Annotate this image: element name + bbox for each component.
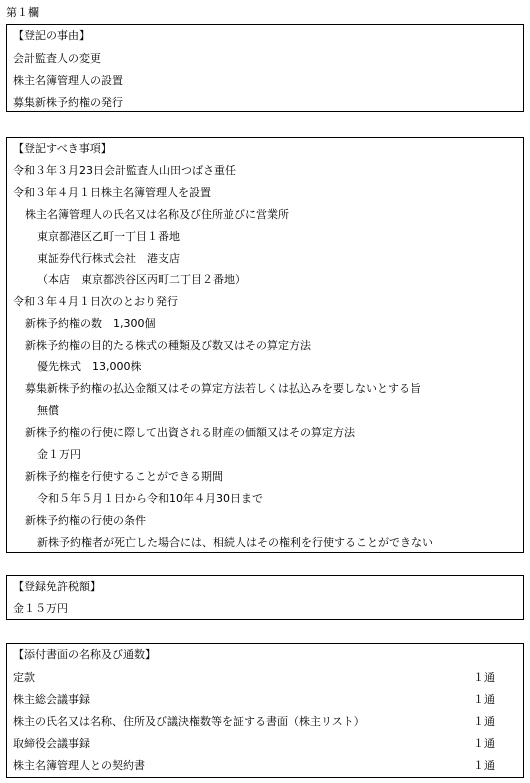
attachments-title: 【添付書面の名称及び通数】 — [13, 648, 156, 661]
attachment-count: １通 — [473, 759, 495, 772]
matters-line: 令和３年４月１日株主名簿管理人を設置 — [13, 186, 211, 199]
matters-line: 新株予約権を行使することができる期間 — [25, 470, 223, 483]
tax-box — [6, 575, 524, 620]
matters-line: 新株予約権の目的たる株式の種類及び数又はその算定方法 — [25, 339, 311, 352]
attachment-name: 株主名簿管理人との契約書 — [13, 759, 145, 772]
matters-line: 新株予約権の行使の条件 — [25, 514, 146, 527]
attachment-name: 取締役会議事録 — [13, 737, 90, 750]
tax-title: 【登録免許税額】 — [13, 580, 101, 593]
attachment-name: 株主の氏名又は名称、住所及び議決権数等を証する書面（株主リスト） — [13, 715, 365, 728]
matters-line: （本店 東京都渋谷区丙町二丁目２番地） — [37, 273, 246, 286]
attachments-box — [6, 643, 524, 778]
reason-line: 会計監査人の変更 — [13, 52, 101, 65]
attachment-name: 株主総会議事録 — [13, 693, 90, 706]
matters-line: 令和３年４月１日次のとおり発行 — [13, 295, 178, 308]
tax-amount: 金１５万円 — [13, 602, 68, 615]
matters-line: 東証券代行株式会社 港支店 — [37, 252, 180, 265]
matters-line: 金１万円 — [37, 448, 81, 461]
reason-line: 株主名簿管理人の設置 — [13, 74, 123, 87]
section-heading: 第１欄 — [6, 6, 39, 19]
reason-title: 【登記の事由】 — [13, 29, 90, 42]
matters-line: 無償 — [37, 404, 59, 417]
matters-line: 優先株式 13,000株 — [37, 360, 142, 373]
reason-line: 募集新株予約権の発行 — [13, 96, 123, 109]
matters-line: 新株予約権の行使に際して出資される財産の価額又はその算定方法 — [25, 426, 355, 439]
matters-line: 株主名簿管理人の氏名又は名称及び住所並びに営業所 — [25, 208, 289, 221]
matters-line: 東京都港区乙町一丁目１番地 — [37, 230, 180, 243]
reason-box — [6, 24, 524, 112]
matters-line: 新株予約権者が死亡した場合には、相続人はその権利を行使することができない — [37, 536, 433, 549]
matters-line: 令和５年５月１日から令和10年４月30日まで — [37, 492, 263, 505]
attachment-count: １通 — [473, 693, 495, 706]
attachment-count: １通 — [473, 737, 495, 750]
matters-line: 新株予約権の数 1,300個 — [25, 317, 156, 330]
attachment-count: １通 — [473, 671, 495, 684]
matters-line: 募集新株予約権の払込金額又はその算定方法若しくは払込みを要しないとする旨 — [25, 382, 421, 395]
matters-box — [6, 137, 524, 553]
attachment-name: 定款 — [13, 671, 35, 684]
attachment-count: １通 — [473, 715, 495, 728]
matters-line: 令和３年３月23日会計監査人山田つばさ重任 — [13, 164, 236, 177]
matters-title: 【登記すべき事項】 — [13, 142, 112, 155]
